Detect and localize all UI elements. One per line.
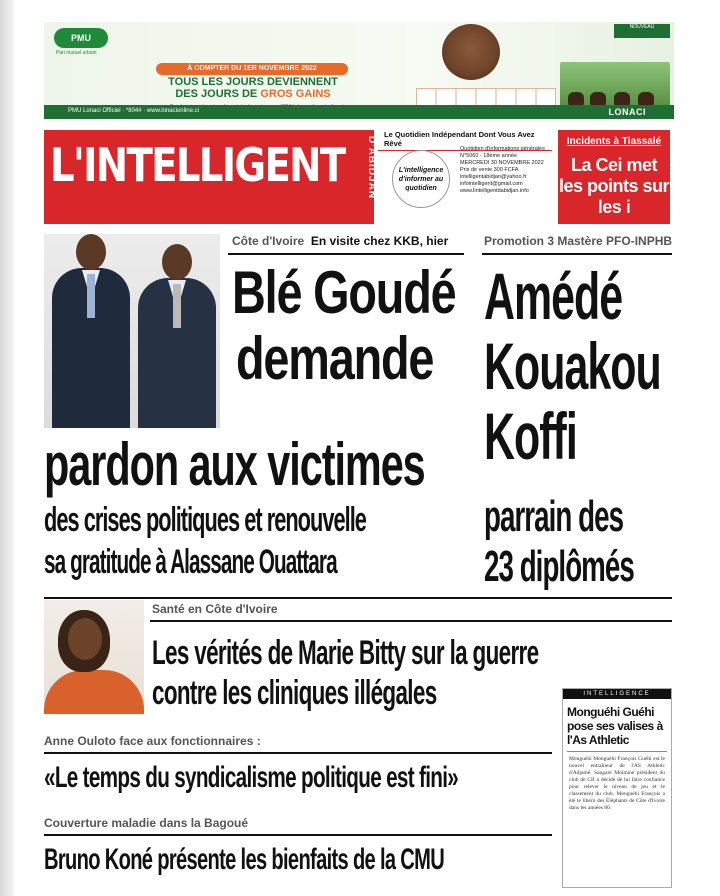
sante-kicker: Santé en Côte d'Ivoire	[152, 602, 278, 616]
ad-line2-highlight: GROS GAINS	[260, 88, 331, 100]
main-kicker-grey: Côte d'Ivoire	[232, 234, 305, 248]
pmu-logo: PMU	[54, 28, 108, 48]
right-subhead-1: parrain des	[484, 492, 624, 541]
syndicat-rule	[44, 752, 552, 754]
main-headline-3[interactable]: pardon aux victimes	[44, 431, 425, 498]
cmu-kicker: Couverture maladie dans la Bagoué	[44, 816, 249, 830]
ad-smiling-woman-image	[442, 24, 500, 80]
sante-headline-2[interactable]: contre les cliniques illégales	[152, 674, 437, 712]
cmu-headline[interactable]: Bruno Koné présente les bienfaits de la CMU	[44, 843, 445, 876]
newspaper-title: L'INTELLIGENT	[50, 138, 345, 192]
syndicat-headline[interactable]: «Le temps du syndicalisme politique est fini»	[44, 761, 459, 794]
main-kicker-dark: En visite chez KKB, hier	[310, 234, 449, 248]
ad-footer-text: PMU Lonaci Officiel · *804# · www.lonacionline.ci	[68, 108, 199, 114]
main-headline-2[interactable]: demande	[236, 325, 434, 392]
info-line: Quotidien d'informations générales	[460, 146, 545, 152]
sport-box[interactable]	[562, 688, 672, 888]
incidents-title: La Cei met les points sur les i	[558, 155, 670, 217]
main-headline-1[interactable]: Blé Goudé	[232, 259, 456, 326]
ad-headline-line1: TOUS LES JOURS DEVIENNENT	[168, 76, 338, 88]
main-subhead-2: sa gratitude à Alassane Ouattara	[44, 543, 337, 581]
info-line: MERCREDI 30 NOVEMBRE 2022	[460, 160, 544, 166]
info-line: intelligentabidjan@yahoo.fr	[460, 174, 527, 180]
main-subhead-1: des crises politiques et renouvelle	[44, 501, 366, 539]
motto-badge	[392, 150, 450, 208]
pmu-sublogo: Pari mutuel urbain	[56, 50, 97, 56]
info-line: Prix de vente 300 FCFA	[460, 167, 519, 173]
person-right	[138, 278, 216, 428]
main-story-rule	[228, 253, 464, 255]
sante-top-rule	[44, 597, 672, 599]
sport-bar: INTELLIGENCE	[563, 689, 671, 699]
right-headline-3[interactable]: Koffi	[484, 399, 577, 473]
newspaper-subtitle: D'ABIDJAN	[366, 136, 377, 200]
right-story-kicker: Promotion 3 Mastère PFO-INPHB	[484, 234, 673, 248]
sante-rule	[150, 620, 672, 622]
right-headline-2[interactable]: Kouakou	[484, 329, 661, 403]
cmu-rule	[44, 834, 552, 836]
main-story-kicker	[232, 234, 448, 248]
newspaper-tagline: Le Quotidien Indépendant Dont Vous Avez Rêvé	[378, 130, 552, 151]
sport-title: Monguéhi Guéhi pose ses valises à l'As Athletic	[567, 705, 663, 747]
incidents-box[interactable]	[558, 130, 670, 224]
ad-footer-bar	[44, 105, 674, 119]
syndicat-kicker: Anne Ouloto face aux fonctionnaires :	[44, 734, 261, 748]
masthead	[44, 130, 377, 224]
right-headline-1[interactable]: Amédé	[484, 259, 623, 333]
incidents-kicker: Incidents à Tiassalé	[566, 136, 662, 147]
marie-bitty-photo	[44, 600, 144, 714]
ad-line2-prefix: DES JOURS DE	[175, 88, 261, 100]
ad-headline-line2	[148, 89, 358, 100]
right-story-rule	[482, 253, 672, 255]
info-line: www.lintelligentdabidjan.info	[460, 188, 529, 194]
ad-date-ribbon: À COMPTER DU 1ER NOVEMBRE 2022	[156, 63, 348, 75]
sante-headline-1[interactable]: Les vérités de Marie Bitty sur la guerre	[152, 634, 539, 672]
lonaci-logo: LONACI	[608, 107, 646, 117]
issue-info	[460, 146, 545, 195]
ble-goude-kkb-photo	[44, 234, 220, 428]
ad-new-tag: NOUVEAU	[614, 24, 670, 38]
info-line: infointelligent@gmail.com	[460, 181, 523, 187]
masthead-info	[378, 130, 552, 224]
right-subhead-2: 23 diplômés	[484, 542, 634, 591]
motto-text: L'intelligence d'informer au quotidien	[398, 166, 444, 192]
person-left	[52, 268, 130, 428]
info-line: N°5060 - 18ème année	[460, 153, 517, 159]
sport-body: Monguéhi Monguéhi François Guéhi est le nouvel entraîneur de l'AS Athletic d'Adjamé. Sangaré Moïmine président du club de CII a décidé de lui faire confiance pour relever le niveau de jeu et le classement du club. Monguéhi François a été le libéro des Éléphants de Côte d'Ivoire dans les années 80.	[569, 756, 665, 811]
